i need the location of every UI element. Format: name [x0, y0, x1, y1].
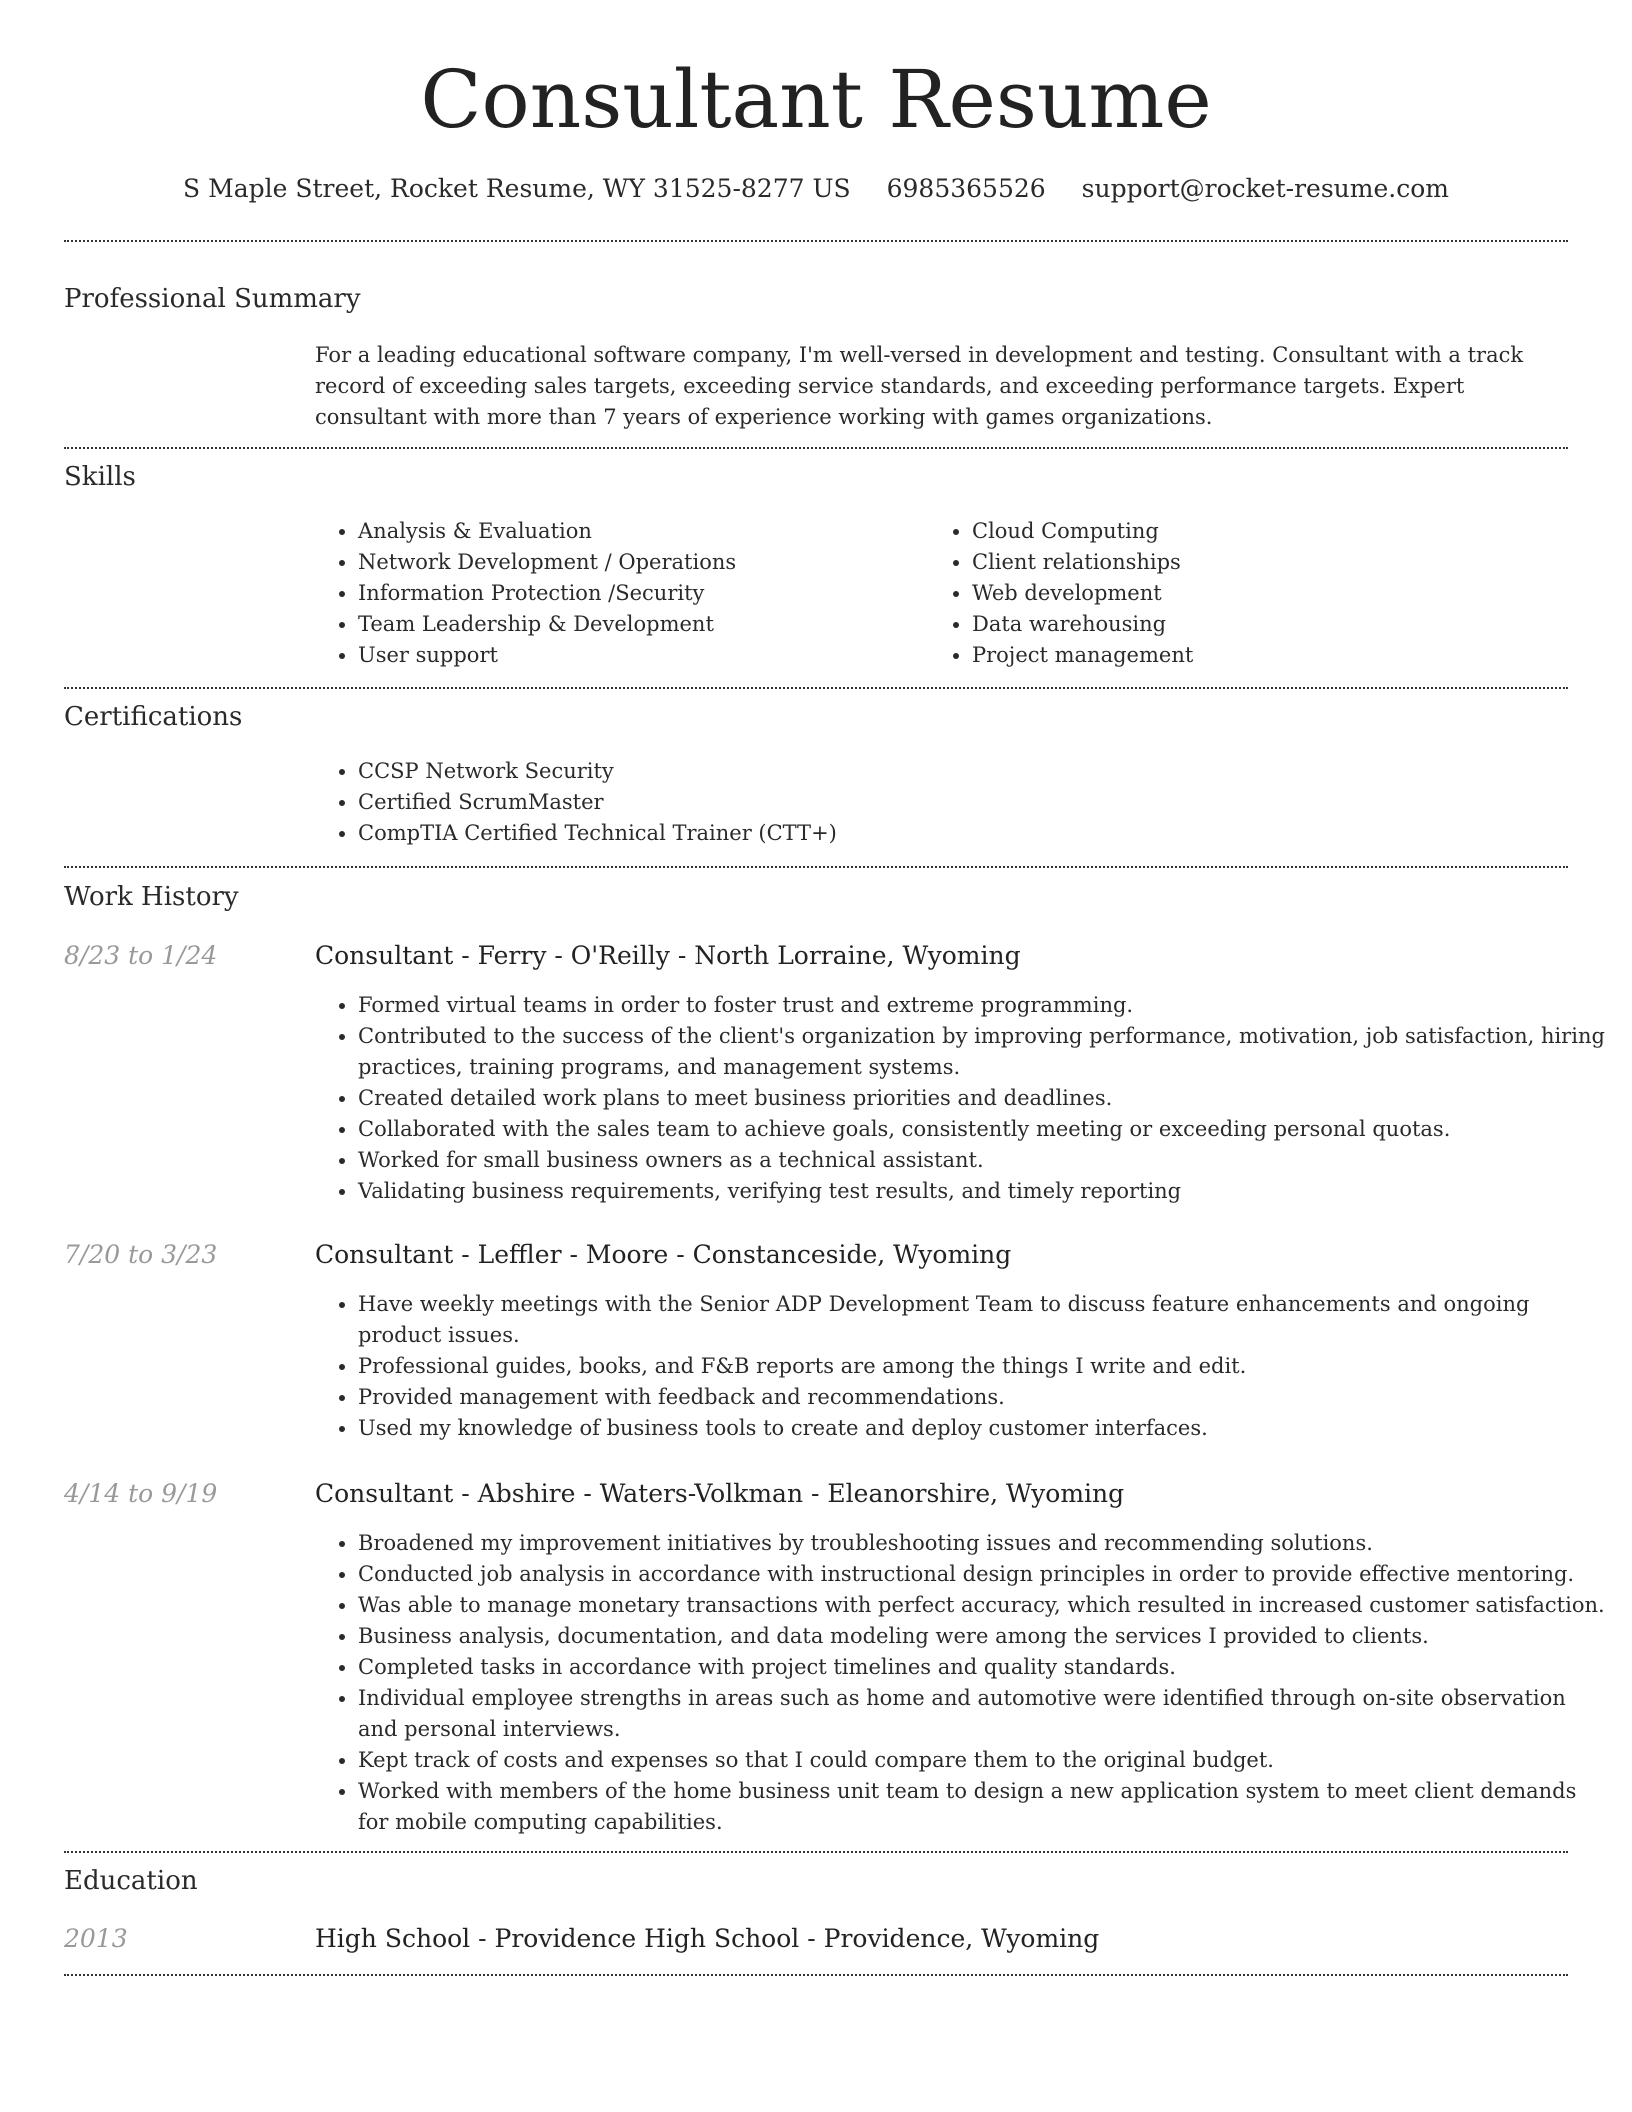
job-bullet: • Used my knowledge of business tools to create and deploy customer interfaces. — [358, 1413, 1608, 1444]
job-bullet: • Worked with members of the home business unit team to design a new application system to meet client demands for mobile computing capabilities. — [358, 1776, 1608, 1838]
skill-item: • Client relationships — [972, 547, 1532, 578]
skill-item: • Project management — [972, 640, 1532, 671]
job-dates: 4/14 to 9/19 — [64, 1479, 218, 1508]
job-bullet: • Provided management with feedback and recommendations. — [358, 1382, 1608, 1413]
job-title: Consultant - Ferry - O'Reilly - North Lorraine, Wyoming — [315, 941, 1021, 970]
education-date: 2013 — [64, 1924, 128, 1953]
job-bullet: • Professional guides, books, and F&B reports are among the things I write and edit. — [358, 1351, 1608, 1382]
job-dates: 7/20 to 3/23 — [64, 1240, 218, 1269]
job-title: Consultant - Leffler - Moore - Constanceside, Wyoming — [315, 1240, 1012, 1269]
skill-item: • Web development — [972, 578, 1532, 609]
section-divider — [64, 687, 1568, 689]
section-divider — [64, 240, 1568, 242]
job-bullet: • Contributed to the success of the client's organization by improving performance, motivation, job satisfaction, hiring practices, training programs, and management systems. — [358, 1021, 1608, 1083]
skill-item: • Analysis & Evaluation — [358, 516, 918, 547]
section-divider — [64, 1851, 1568, 1853]
summary-text: For a leading educational software company, I'm well-versed in development and testing. Consultant with a track record of exceeding sales targets, exceeding service standards, and exceeding performance targets. Expert consultant with more than 7 years of experience working with games organizations. — [315, 343, 1524, 429]
skill-item: • Information Protection /Security — [358, 578, 918, 609]
skill-item: • User support — [358, 640, 918, 671]
education-title: High School - Providence High School - Providence, Wyoming — [315, 1924, 1100, 1953]
skill-item: • Network Development / Operations — [358, 547, 918, 578]
job-bullet: • Created detailed work plans to meet business priorities and deadlines. — [358, 1083, 1608, 1114]
job-bullet: • Broadened my improvement initiatives by troubleshooting issues and recommending solutions. — [358, 1528, 1608, 1559]
certification-item: • CompTIA Certified Technical Trainer (CTT+) — [358, 818, 1608, 849]
certifications-list — [315, 756, 1608, 849]
skills-list-left — [315, 516, 918, 671]
job-bullets — [315, 990, 1608, 1207]
skill-item: • Data warehousing — [972, 609, 1532, 640]
skills-list-right — [929, 516, 1532, 671]
job-bullet: • Formed virtual teams in order to foster trust and extreme programming. — [358, 990, 1608, 1021]
job-bullet: • Kept track of costs and expenses so that I could compare them to the original budget. — [358, 1745, 1608, 1776]
section-divider — [64, 866, 1568, 868]
job-bullet: • Validating business requirements, verifying test results, and timely reporting — [358, 1176, 1608, 1207]
job-bullet: • Individual employee strengths in areas such as home and automotive were identified through on-site observation and personal interviews. — [358, 1683, 1608, 1745]
work-history-heading: Work History — [64, 882, 239, 912]
section-divider — [64, 447, 1568, 449]
certification-item: • CCSP Network Security — [358, 756, 1608, 787]
job-bullets — [315, 1528, 1608, 1838]
contact-phone: 6985365526 — [886, 174, 1046, 203]
job-dates: 8/23 to 1/24 — [64, 941, 218, 970]
job-bullet: • Collaborated with the sales team to achieve goals, consistently meeting or exceeding personal quotas. — [358, 1114, 1608, 1145]
skill-item: • Team Leadership & Development — [358, 609, 918, 640]
education-heading: Education — [64, 1866, 198, 1896]
job-title: Consultant - Abshire - Waters-Volkman - Eleanorshire, Wyoming — [315, 1479, 1125, 1508]
resume-title: Consultant Resume — [420, 53, 1212, 146]
job-bullet: • Business analysis, documentation, and data modeling were among the services I provided to clients. — [358, 1621, 1608, 1652]
skills-heading: Skills — [64, 462, 136, 492]
summary-heading: Professional Summary — [64, 284, 361, 314]
certifications-heading: Certifications — [64, 702, 243, 732]
job-bullet: • Completed tasks in accordance with project timelines and quality standards. — [358, 1652, 1608, 1683]
section-divider — [64, 1974, 1568, 1976]
job-bullet: • Conducted job analysis in accordance with instructional design principles in order to provide effective mentoring. — [358, 1559, 1608, 1590]
skill-item: • Cloud Computing — [972, 516, 1532, 547]
job-bullet: • Have weekly meetings with the Senior ADP Development Team to discuss feature enhancements and ongoing product issues. — [358, 1289, 1608, 1351]
job-bullet: • Worked for small business owners as a technical assistant. — [358, 1145, 1608, 1176]
contact-line — [0, 172, 1632, 206]
job-bullet: • Was able to manage monetary transactions with perfect accuracy, which resulted in increased customer satisfaction. — [358, 1590, 1608, 1621]
job-bullets — [315, 1289, 1608, 1444]
contact-address: S Maple Street, Rocket Resume, WY 31525-8277 US — [183, 174, 851, 203]
contact-email: support@rocket-resume.com — [1081, 174, 1449, 203]
certification-item: • Certified ScrumMaster — [358, 787, 1608, 818]
